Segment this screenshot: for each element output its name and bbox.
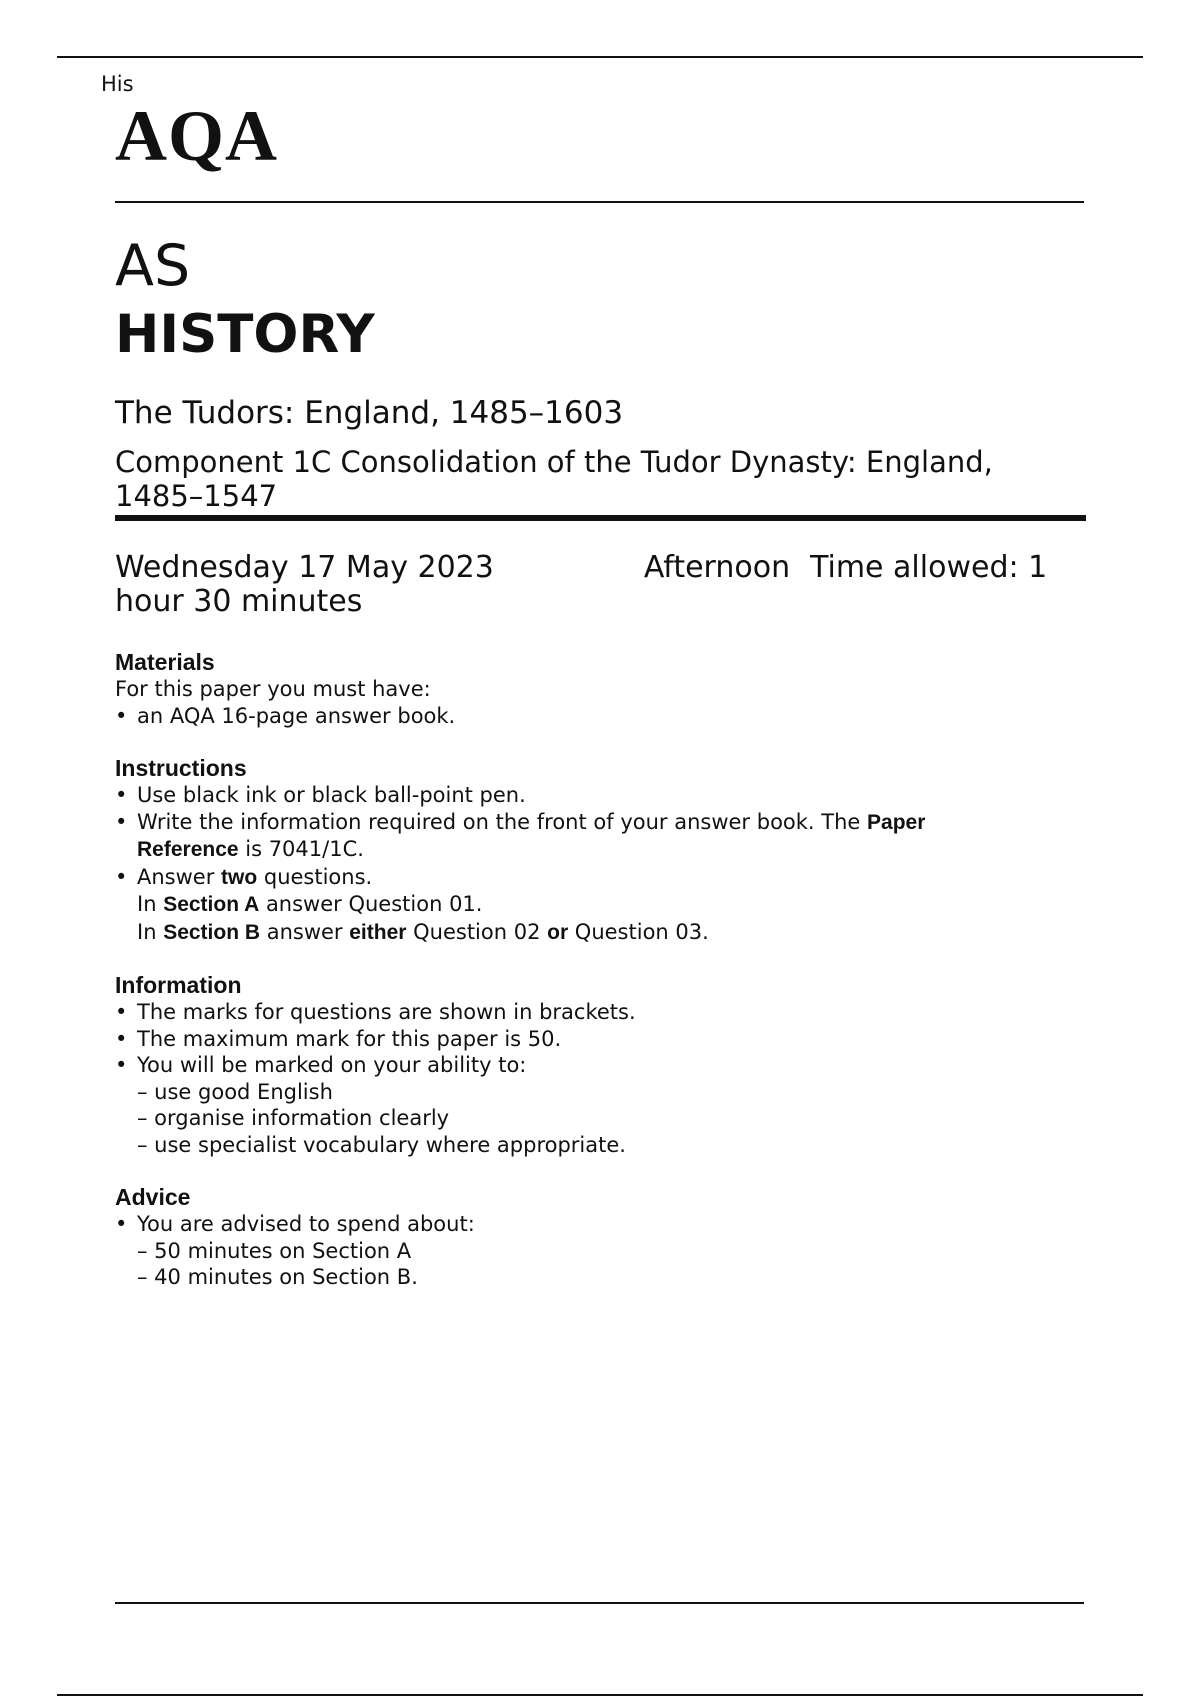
- instruction-text: In: [137, 919, 164, 944]
- component-title: Component 1C Consolidation of the Tudor Dynasty: England, 1485–1547: [115, 445, 993, 513]
- exam-date: Wednesday 17 May 2023: [115, 550, 494, 585]
- instruction-section-a: [115, 891, 1075, 919]
- instructions-section: [115, 754, 1075, 946]
- title-divider-rule: [115, 515, 1086, 521]
- aqa-logo: AQA: [115, 96, 278, 176]
- time-allowed: Time allowed: 1: [810, 550, 1048, 585]
- instruction-item: [115, 809, 1075, 864]
- advice-section: [115, 1183, 1075, 1291]
- instruction-text: is 7041/1C.: [238, 837, 364, 861]
- instruction-bold: Paper: [867, 810, 926, 834]
- logo-divider-rule: [115, 201, 1084, 203]
- instructions-heading: Instructions: [115, 755, 247, 781]
- information-item: • The maximum mark for this paper is 50.: [115, 1026, 1075, 1053]
- unit-title: The Tudors: England, 1485–1603: [115, 395, 624, 431]
- instruction-item: [115, 864, 1075, 892]
- exam-rubric: [115, 648, 1075, 1316]
- materials-intro: For this paper you must have:: [115, 677, 431, 701]
- exam-session: Afternoon: [643, 550, 791, 585]
- materials-item: • an AQA 16-page answer book.: [115, 703, 1075, 730]
- instruction-text: answer: [260, 919, 350, 944]
- exam-date-time: [115, 551, 1095, 619]
- information-item: • You will be marked on your ability to:: [115, 1052, 1075, 1079]
- instruction-text: Write the information required on the front of your answer book. The: [137, 809, 868, 834]
- footer-rule: [115, 1602, 1084, 1604]
- subject-title: HISTORY: [115, 304, 375, 365]
- advice-item: • You are advised to spend about:: [115, 1211, 1075, 1238]
- qualification-level: AS: [115, 233, 191, 299]
- information-subitem: – use good English: [137, 1079, 333, 1104]
- instruction-bold: Section A: [163, 893, 260, 916]
- instruction-bold: two: [221, 865, 258, 889]
- instruction-text: Question 02: [406, 919, 548, 944]
- instruction-bold: Reference: [137, 838, 239, 861]
- instruction-section-b: [115, 919, 1075, 947]
- time-allowed-cont: hour 30 minutes: [115, 584, 363, 619]
- advice-subitem: – 50 minutes on Section A: [137, 1238, 412, 1263]
- instruction-text: In: [137, 892, 164, 916]
- instruction-text: questions.: [257, 864, 373, 889]
- information-section: [115, 971, 1075, 1158]
- instruction-bold: Section B: [163, 920, 261, 944]
- instruction-bold: or: [547, 920, 569, 944]
- instruction-bold: either: [349, 920, 407, 944]
- information-subitem: – use specialist vocabulary where appropriate.: [137, 1132, 626, 1157]
- information-heading: Information: [115, 972, 242, 998]
- instruction-text: answer Question 01.: [259, 892, 483, 916]
- instruction-text: Answer: [137, 864, 222, 889]
- information-item: • The marks for questions are shown in brackets.: [115, 999, 1075, 1026]
- materials-section: [115, 648, 1075, 729]
- information-subitem: – organise information clearly: [137, 1106, 450, 1130]
- advice-subitem: – 40 minutes on Section B.: [137, 1265, 418, 1289]
- materials-heading: Materials: [115, 649, 215, 675]
- advice-heading: Advice: [115, 1184, 191, 1210]
- bottom-border-rule: [57, 1694, 1143, 1696]
- top-border-rule: [57, 56, 1143, 58]
- header-label: His: [101, 72, 134, 96]
- instruction-item: • Use black ink or black ball-point pen.: [115, 782, 1075, 809]
- instruction-text: Question 03.: [568, 919, 709, 944]
